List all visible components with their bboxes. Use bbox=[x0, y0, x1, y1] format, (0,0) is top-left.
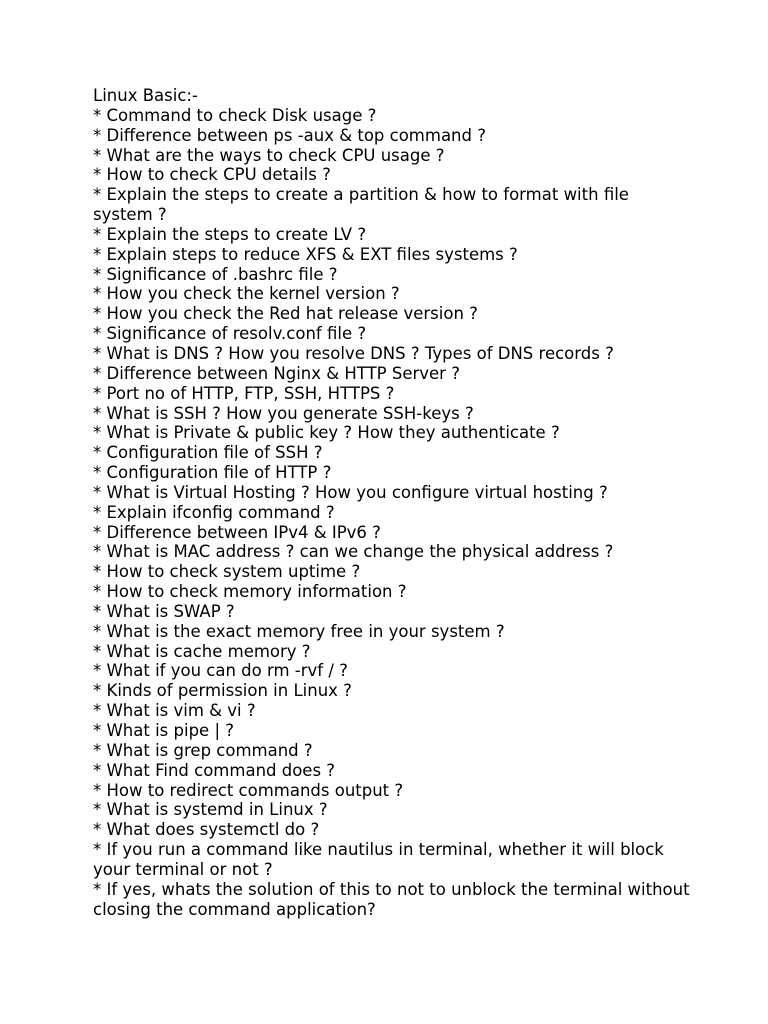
question-item: * What is SSH ? How you generate SSH-keys ? bbox=[93, 403, 474, 423]
question-item: * Difference between Nginx & HTTP Server ? bbox=[93, 363, 460, 383]
question-item: * How you check the kernel version ? bbox=[93, 284, 400, 304]
question-item: * Kinds of permission in Linux ? bbox=[93, 681, 352, 701]
question-item: * What is Private & public key ? How they authenticate ? bbox=[93, 423, 560, 443]
question-item: * What is DNS ? How you resolve DNS ? Types of DNS records ? bbox=[93, 343, 614, 363]
question-item: * Port no of HTTP, FTP, SSH, HTTPS ? bbox=[93, 383, 395, 403]
question-item: * What if you can do rm -rvf / ? bbox=[93, 661, 348, 681]
question-item: * Difference between ps -aux & top command ? bbox=[93, 125, 486, 145]
question-item: * What is Virtual Hosting ? How you configure virtual hosting ? bbox=[93, 482, 608, 502]
document-heading: Linux Basic:- bbox=[93, 86, 198, 105]
question-item: * Difference between IPv4 & IPv6 ? bbox=[93, 522, 381, 542]
question-item: * How you check the Red hat release version ? bbox=[93, 304, 478, 324]
document-body bbox=[93, 86, 693, 919]
question-item: * What is MAC address ? can we change the physical address ? bbox=[93, 542, 614, 562]
question-item: * What is systemd in Linux ? bbox=[93, 800, 328, 820]
question-item: * Explain ifconfig command ? bbox=[93, 502, 335, 522]
question-item: * How to redirect commands output ? bbox=[93, 780, 404, 800]
question-item: * How to check system uptime ? bbox=[93, 562, 361, 582]
question-item: * What is cache memory ? bbox=[93, 641, 311, 661]
question-item: * What is grep command ? bbox=[93, 740, 313, 760]
question-item: * Explain the steps to create a partition & how to format with file system ? bbox=[93, 185, 629, 225]
question-item: * If you run a command like nautilus in terminal, whether it will block your terminal or not ? bbox=[93, 840, 664, 879]
question-item: * Explain steps to reduce XFS & EXT files systems ? bbox=[93, 244, 518, 264]
question-item: * Configuration file of HTTP ? bbox=[93, 463, 332, 483]
question-item: * Configuration file of SSH ? bbox=[93, 443, 323, 463]
question-item: * Explain the steps to create LV ? bbox=[93, 224, 367, 244]
question-item: * What are the ways to check CPU usage ? bbox=[93, 145, 445, 165]
question-item: * Significance of resolv.conf file ? bbox=[93, 324, 367, 344]
question-item: * What is pipe | ? bbox=[93, 721, 235, 740]
question-item: * Command to check Disk usage ? bbox=[93, 105, 377, 125]
question-item: * Significance of .bashrc file ? bbox=[93, 264, 338, 284]
question-item: * What is vim & vi ? bbox=[93, 701, 256, 721]
question-item: * What is the exact memory free in your system ? bbox=[93, 621, 505, 641]
question-item: * What Find command does ? bbox=[93, 760, 336, 780]
question-item: * If yes, whats the solution of this to not to unblock the terminal without closing the command application? bbox=[93, 879, 690, 919]
question-item: * What does systemctl do ? bbox=[93, 820, 320, 840]
question-item: * How to check CPU details ? bbox=[93, 165, 331, 185]
question-item: * What is SWAP ? bbox=[93, 601, 235, 621]
question-item: * How to check memory information ? bbox=[93, 582, 407, 602]
